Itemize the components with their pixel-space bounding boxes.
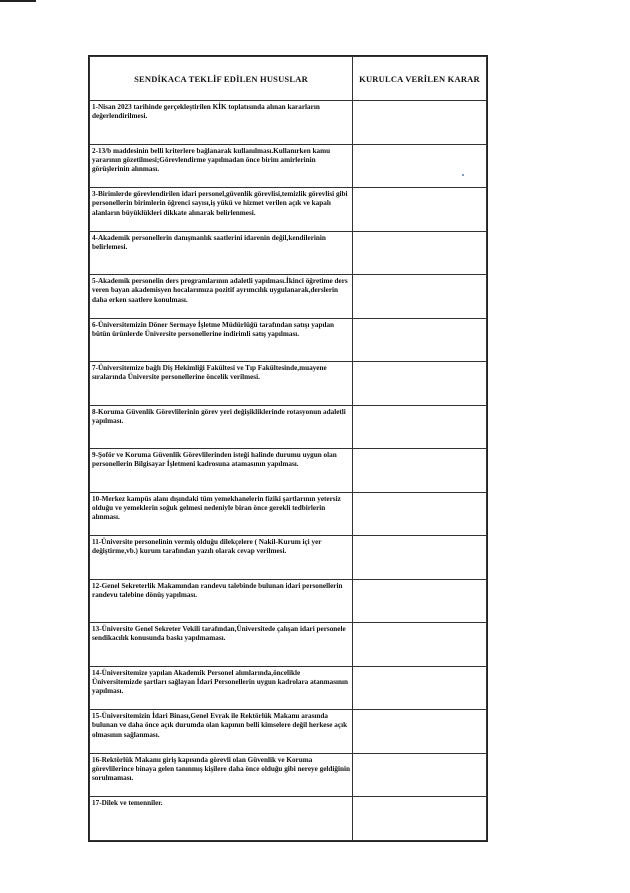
- proposal-text: 8-Koruma Güvenlik Görevlilerinin görev yeri değişikliklerinde rotasyonun adaletli yapılması.: [92, 407, 346, 425]
- table-row: [90, 405, 487, 449]
- decision-table: [89, 56, 487, 841]
- decision-cell: [353, 188, 487, 232]
- table-row: [90, 492, 487, 536]
- table-header-row: [90, 57, 487, 101]
- decision-cell: [353, 666, 487, 710]
- decision-cell: [353, 492, 487, 536]
- table-row: [90, 362, 487, 406]
- proposal-cell: [90, 188, 353, 232]
- proposal-cell: [90, 623, 353, 667]
- proposals-column-header: SENDİKACA TEKLİF EDİLEN HUSUSLAR: [90, 57, 353, 101]
- proposal-cell: [90, 579, 353, 623]
- proposal-text: 5-Akademik personelin ders programlarının adaletli yapılması.İkinci öğretime ders veren bayan akademisyen hocalarımıza pozitif ayrımcılık uygulanarak,derslerin daha erken saatlere konulması.: [92, 277, 348, 304]
- proposal-text: 7-Üniversitemize bağlı Diş Hekimliği Fakültesi ve Tıp Fakültesinde,muayene sıralarında Üniversite personellerine öncelik verilmesi.: [92, 364, 327, 382]
- decision-cell: [353, 536, 487, 580]
- proposal-cell: [90, 666, 353, 710]
- proposal-text: 1-Nisan 2023 tarihinde gerçekleştirilen KİK toplatısında alınan kararların değerlendirilmesi.: [92, 103, 320, 121]
- proposal-cell: [90, 362, 353, 406]
- proposal-cell: [90, 275, 353, 319]
- table-row: [90, 318, 487, 362]
- decision-cell: [353, 144, 487, 188]
- proposal-text: 4-Akademik personellerin danışmanlık saatlerini idarenin değil,kendilerinin belirlemesi.: [92, 233, 326, 251]
- table-row: [90, 579, 487, 623]
- table-row: [90, 144, 487, 188]
- decision-cell: [353, 797, 487, 841]
- proposal-cell: [90, 797, 353, 841]
- table-row: [90, 231, 487, 275]
- decision-cell: [353, 753, 487, 797]
- table-row: [90, 623, 487, 667]
- proposal-cell: [90, 710, 353, 754]
- proposal-text: 3-Birimlerde görevlendirilen idari personel,güvenlik görevlisi,temizlik görevlisi gibi personellerin birimlerin öğrenci sayısı,iş yükü ve hizmet verilen açık ve kapalı alanların büyüklükleri dikkate alınarak belirlenmesi.: [92, 190, 348, 217]
- proposal-text: 12-Genel Sekreterlik Makamından randevu talebinde bulunan idari personellerin randevu talebine dönüş yapılması.: [92, 581, 343, 599]
- decision-table-container: [88, 55, 488, 842]
- proposal-text: 2-13/b maddesinin belli kriterlere bağlanarak kullanılması.Kullanırken kamu yararının gözetilmesi;Görevlendirme yapılmadan önce birim amirlerinin görüşlerinin alınması.: [92, 146, 331, 174]
- table-row: [90, 536, 487, 580]
- proposal-cell: [90, 318, 353, 362]
- decision-cell: [353, 231, 487, 275]
- proposal-cell: [90, 536, 353, 580]
- proposal-text: 9-Şoför ve Koruma Güvenlik Görevlilerinden isteği halinde durumu uygun olan personellerin Bilgisayar İşletmeni kadrosuna atamasının yapılması.: [92, 451, 337, 469]
- table-row: [90, 188, 487, 232]
- proposal-text: 17-Dilek ve temenniler.: [92, 799, 163, 807]
- proposal-cell: [90, 449, 353, 493]
- decision-cell: [353, 318, 487, 362]
- decision-cell: [353, 405, 487, 449]
- table-row: [90, 449, 487, 493]
- decision-cell: [353, 362, 487, 406]
- proposal-cell: [90, 753, 353, 797]
- proposal-text: 16-Rektörlük Makamı giriş kapısında görevli olan Güvenlik ve Koruma görevlilerince binaya gelen tanınmış kişilere daha önce olduğu gibi nereye geldiğinin sorulmaması.: [92, 755, 350, 783]
- table-body: [90, 101, 487, 841]
- scan-edge-mark: [0, 0, 36, 2]
- decision-cell: [353, 449, 487, 493]
- decision-column-header: KURULCA VERİLEN KARAR: [353, 57, 487, 101]
- proposal-text: 6-Üniversitemizin Döner Sermaye İşletme Müdürlüğü tarafından satışı yapılan bütün ürünlerde Üniversite personellerine indirimli satış yapılması.: [92, 320, 335, 338]
- table-row: [90, 666, 487, 710]
- decision-cell: [353, 710, 487, 754]
- proposal-text: 13-Üniversite Genel Sekreter Vekili tarafından,Üniversitede çalışan idari personele sendikacılık konusunda baskı yapılmaması.: [92, 625, 346, 643]
- decision-cell: [353, 275, 487, 319]
- table-row: [90, 101, 487, 145]
- table-row: [90, 275, 487, 319]
- table-row: [90, 797, 487, 841]
- proposal-text: 10-Merkez kampüs alanı dışındaki tüm yemekhanelerin fiziki şartlarının yetersiz olduğu ve yemeklerin soğuk gelmesi nedeniyle biran önce gerekli tedbirlerin alınması.: [92, 494, 341, 522]
- proposal-cell: [90, 231, 353, 275]
- decision-cell: [353, 101, 487, 145]
- proposal-cell: [90, 492, 353, 536]
- proposal-text: 11-Üniversite personelinin vermiş olduğu dilekçelere ( Nakil-Kurum içi yer değiştirme,vb.) kurum tarafından yazılı olarak cevap verilmesi.: [92, 538, 322, 556]
- table-row: [90, 710, 487, 754]
- decision-cell: [353, 623, 487, 667]
- proposal-cell: [90, 144, 353, 188]
- table-row: [90, 753, 487, 797]
- proposal-text: 15-Üniversitemizin İdari Binası,Genel Evrak ile Rektörlük Makamı arasında bulunan ve daha önce açık durumda olan kapının belli kimselere değil herkese açık olmasının sağlanması.: [92, 712, 348, 739]
- proposal-cell: [90, 405, 353, 449]
- decision-cell: [353, 579, 487, 623]
- proposal-cell: [90, 101, 353, 145]
- proposal-text: 14-Üniversitemize yapılan Akademik Personel alımlarında,öncelikle Üniversitemizde şartları sağlayan İdari Personellerin uygun kadrolara atanmasının yapılması.: [92, 668, 349, 696]
